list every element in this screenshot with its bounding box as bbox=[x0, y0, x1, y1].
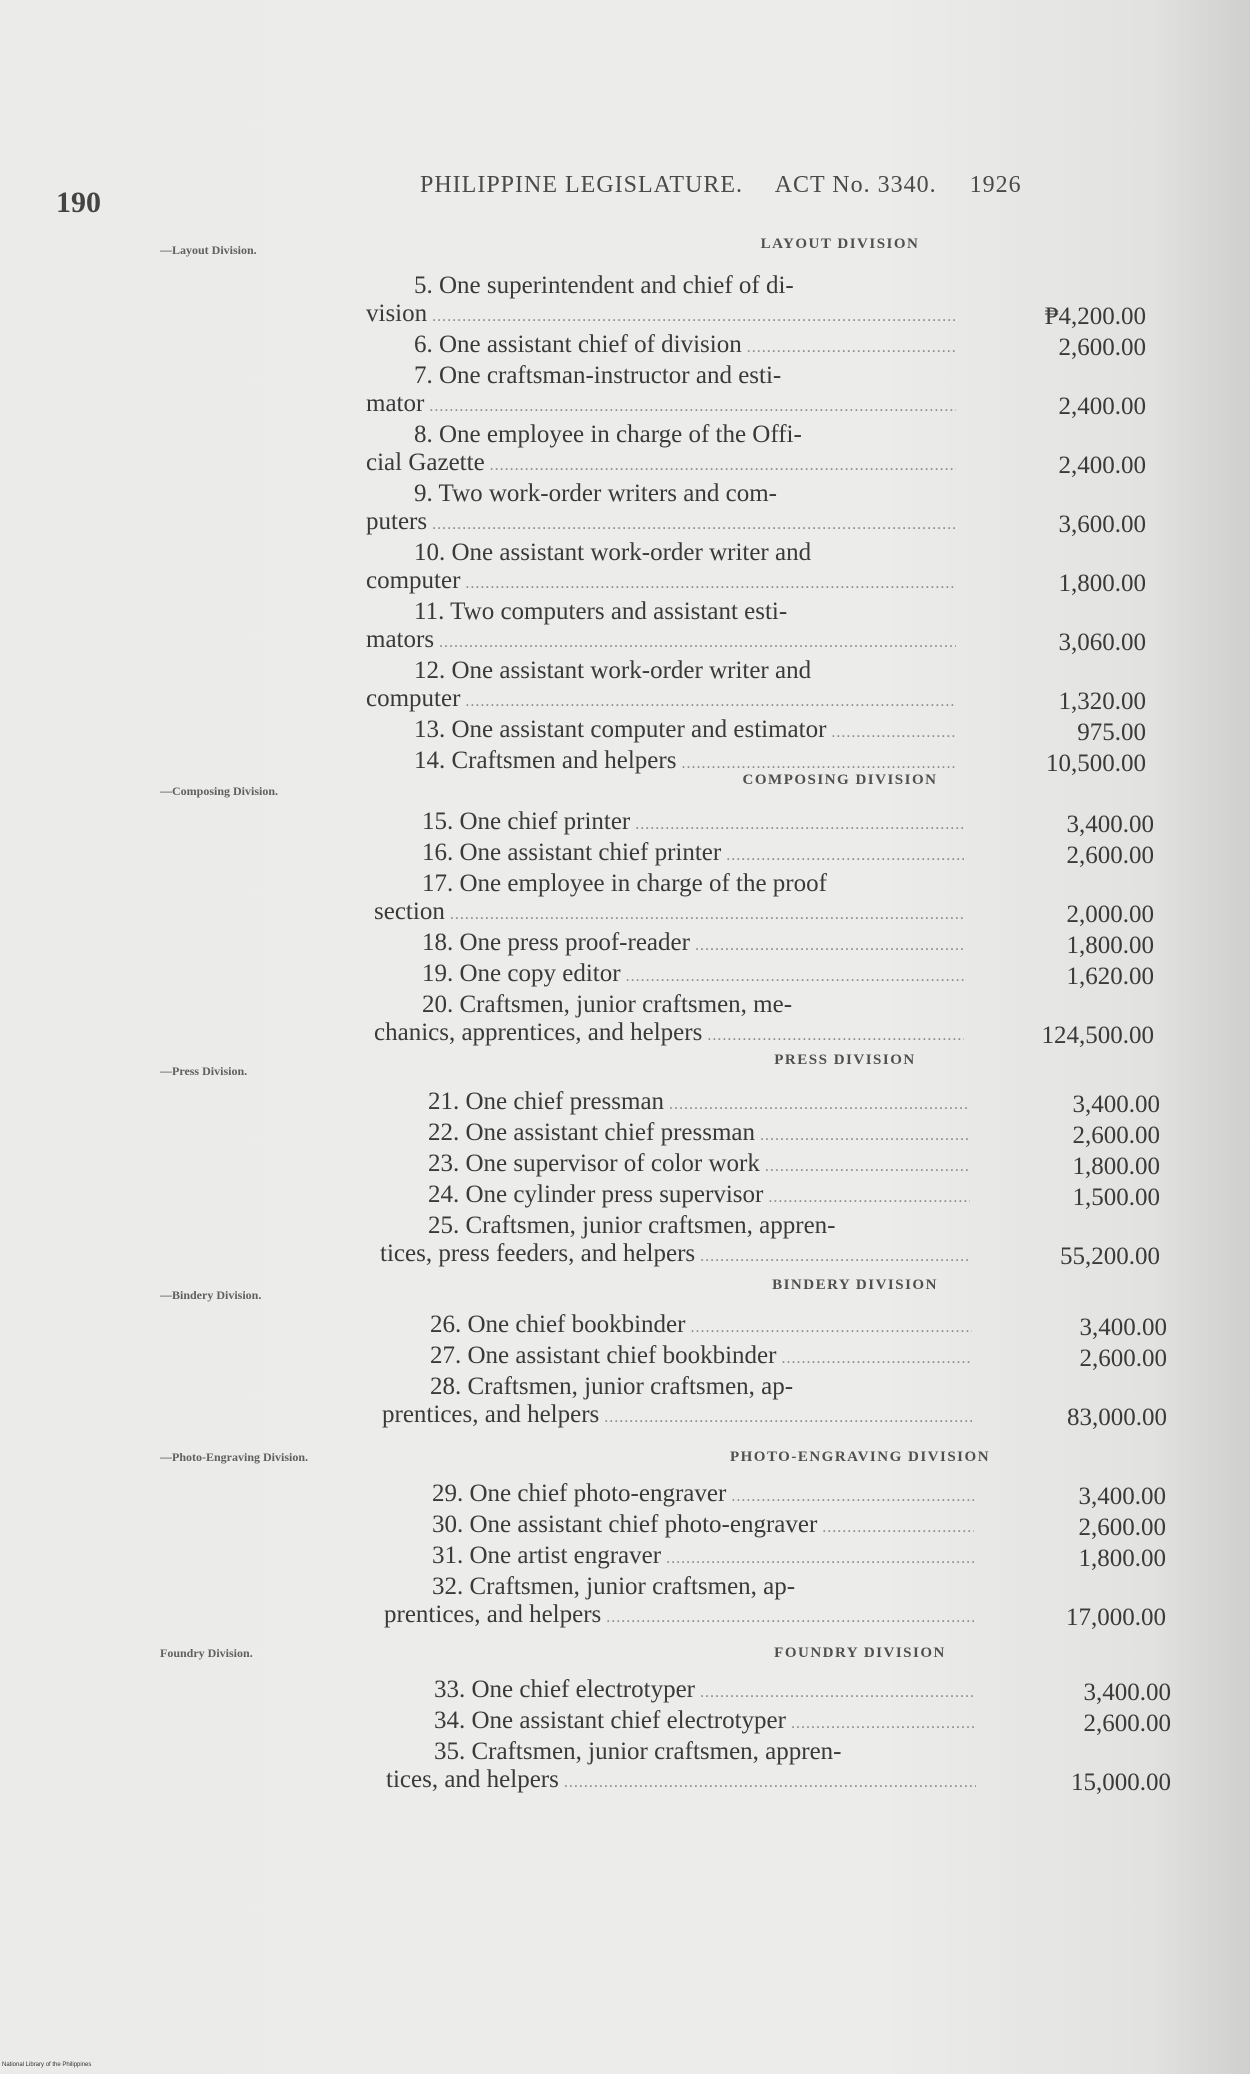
line-item-text: chanics, apprentices, and helpers ..... bbox=[374, 1019, 964, 1050]
line-item-amount: 1,800.00 bbox=[1072, 1153, 1160, 1180]
line-item bbox=[380, 1181, 1160, 1212]
line-item bbox=[380, 1088, 1160, 1119]
line-item-amount: 2,600.00 bbox=[1058, 334, 1146, 361]
line-item-text: cial Gazette ..... bbox=[366, 449, 956, 480]
line-item-text: computer ..... bbox=[366, 567, 956, 598]
line-item-amount: 3,400.00 bbox=[1083, 1679, 1171, 1706]
line-item-amount: 3,600.00 bbox=[1058, 511, 1146, 538]
division-items bbox=[386, 1676, 1171, 1797]
line-item-text: 19. One copy editor ..... bbox=[374, 960, 964, 991]
line-item-amount: 15,000.00 bbox=[1071, 1769, 1171, 1796]
line-item-amount: 55,200.00 bbox=[1060, 1243, 1160, 1270]
line-item-amount: 2,600.00 bbox=[1078, 1514, 1166, 1541]
line-item bbox=[374, 808, 1154, 839]
division-title: COMPOSING DIVISION bbox=[742, 772, 938, 788]
line-item-amount: ₱4,200.00 bbox=[1044, 303, 1146, 330]
line-item bbox=[382, 1342, 1167, 1373]
division-title: PHOTO-ENGRAVING DIVISION bbox=[729, 1449, 991, 1465]
line-item bbox=[382, 1373, 1167, 1432]
line-item bbox=[374, 839, 1154, 870]
line-item bbox=[386, 1707, 1171, 1738]
line-item-text: computer ..... bbox=[366, 685, 956, 716]
line-item bbox=[366, 331, 1146, 362]
line-item-text: 25. Craftsmen, junior craftsmen, appren- bbox=[428, 1212, 836, 1239]
line-item-amount: 975.00 bbox=[1077, 719, 1146, 746]
margin-note: —Composing Division. bbox=[160, 784, 279, 798]
line-item-text: 18. One press proof-reader ..... bbox=[374, 929, 964, 960]
line-item-text: 14. Craftsmen and helpers ..... bbox=[366, 747, 956, 778]
line-item-amount: 1,800.00 bbox=[1078, 1545, 1166, 1572]
line-item bbox=[384, 1480, 1166, 1511]
line-item bbox=[384, 1511, 1166, 1542]
line-item-text: 27. One assistant chief bookbinder ..... bbox=[382, 1342, 972, 1373]
line-item-amount: 17,000.00 bbox=[1066, 1604, 1166, 1631]
margin-note: —Photo-Engraving Division. bbox=[160, 1450, 309, 1464]
line-item-amount: 2,600.00 bbox=[1066, 842, 1154, 869]
running-head-year: 1926 bbox=[969, 172, 1022, 198]
line-item-text: 24. One cylinder press supervisor ..... bbox=[380, 1181, 970, 1212]
line-item-amount: 3,060.00 bbox=[1058, 629, 1146, 656]
line-item-amount: 2,400.00 bbox=[1058, 452, 1146, 479]
running-head-legislature: PHILIPPINE LEGISLATURE. bbox=[420, 172, 743, 198]
line-item-text: mators ..... bbox=[366, 626, 956, 657]
division-title: LAYOUT DIVISION bbox=[760, 236, 920, 252]
division-items bbox=[366, 272, 1146, 778]
scan-footer: National Library of the Philippines bbox=[2, 2062, 92, 2068]
line-item-text: 35. Craftsmen, junior craftsmen, appren- bbox=[434, 1738, 842, 1765]
line-item bbox=[366, 539, 1146, 598]
line-item-amount: 1,620.00 bbox=[1066, 963, 1154, 990]
division-title: BINDERY DIVISION bbox=[772, 1277, 938, 1293]
line-item bbox=[380, 1119, 1160, 1150]
line-item-text: 32. Craftsmen, junior craftsmen, ap- bbox=[432, 1573, 796, 1600]
line-item-text: 16. One assistant chief printer ..... bbox=[374, 839, 964, 870]
margin-note: —Bindery Division. bbox=[160, 1288, 262, 1302]
line-item-amount: 1,800.00 bbox=[1066, 932, 1154, 959]
line-item-text: 11. Two computers and assistant esti- bbox=[414, 598, 788, 625]
line-item-text: 20. Craftsmen, junior craftsmen, me- bbox=[422, 991, 793, 1018]
line-item bbox=[384, 1542, 1166, 1573]
page-number: 190 bbox=[56, 186, 101, 219]
line-item bbox=[366, 362, 1146, 421]
line-item-amount: 1,320.00 bbox=[1058, 688, 1146, 715]
line-item bbox=[374, 929, 1154, 960]
line-item-text: 15. One chief printer ..... bbox=[374, 808, 964, 839]
line-item-text: mator ..... bbox=[366, 390, 956, 421]
line-item bbox=[366, 480, 1146, 539]
line-item-text: 8. One employee in charge of the Offi- bbox=[414, 421, 802, 448]
line-item bbox=[366, 716, 1146, 747]
line-item-text: 28. Craftsmen, junior craftsmen, ap- bbox=[430, 1373, 794, 1400]
line-item bbox=[386, 1738, 1171, 1797]
line-item-text: 6. One assistant chief of division ..... bbox=[366, 331, 956, 362]
line-item-text: 7. One craftsman-instructor and esti- bbox=[414, 362, 782, 389]
line-item-text: 29. One chief photo-engraver ..... bbox=[384, 1480, 974, 1511]
line-item-text: 9. Two work-order writers and com- bbox=[414, 480, 777, 507]
line-item-text: 17. One employee in charge of the proof bbox=[422, 870, 827, 897]
running-head-act: ACT No. 3340. bbox=[774, 172, 937, 198]
line-item-amount: 2,000.00 bbox=[1066, 901, 1154, 928]
division-items bbox=[374, 808, 1154, 1050]
line-item-amount: 2,600.00 bbox=[1079, 1345, 1167, 1372]
line-item-text: 26. One chief bookbinder ..... bbox=[382, 1311, 972, 1342]
line-item-text: 5. One superintendent and chief of di- bbox=[414, 272, 794, 299]
line-item-amount: 3,400.00 bbox=[1078, 1483, 1166, 1510]
line-item-amount: 10,500.00 bbox=[1046, 750, 1146, 777]
line-item-text: prentices, and helpers ..... bbox=[382, 1401, 972, 1432]
line-item bbox=[374, 870, 1154, 929]
line-item bbox=[374, 991, 1154, 1050]
line-item bbox=[366, 421, 1146, 480]
division-items bbox=[380, 1088, 1160, 1271]
line-item-text: vision ..... bbox=[366, 300, 956, 331]
line-item-text: 10. One assistant work-order writer and bbox=[414, 539, 812, 566]
line-item-amount: 1,800.00 bbox=[1058, 570, 1146, 597]
division-items bbox=[384, 1480, 1166, 1632]
line-item bbox=[382, 1311, 1167, 1342]
line-item-text: 13. One assistant computer and estimator ..... bbox=[366, 716, 956, 747]
line-item bbox=[374, 960, 1154, 991]
line-item-amount: 3,400.00 bbox=[1072, 1091, 1160, 1118]
line-item-amount: 3,400.00 bbox=[1079, 1314, 1167, 1341]
line-item-text: 34. One assistant chief electrotyper ..... bbox=[386, 1707, 976, 1738]
running-head bbox=[420, 172, 1048, 199]
line-item-text: 22. One assistant chief pressman ..... bbox=[380, 1119, 970, 1150]
line-item-amount: 83,000.00 bbox=[1067, 1404, 1167, 1431]
line-item-text: prentices, and helpers ..... bbox=[384, 1601, 974, 1632]
line-item bbox=[386, 1676, 1171, 1707]
line-item-text: puters ..... bbox=[366, 508, 956, 539]
line-item-text: 21. One chief pressman ..... bbox=[380, 1088, 970, 1119]
line-item-amount: 2,600.00 bbox=[1072, 1122, 1160, 1149]
line-item-amount: 3,400.00 bbox=[1066, 811, 1154, 838]
line-item-text: 23. One supervisor of color work ..... bbox=[380, 1150, 970, 1181]
line-item-text: 30. One assistant chief photo-engraver ..... bbox=[384, 1511, 974, 1542]
division-items bbox=[382, 1311, 1167, 1432]
line-item bbox=[380, 1212, 1160, 1271]
line-item-amount: 2,600.00 bbox=[1083, 1710, 1171, 1737]
margin-note: —Layout Division. bbox=[160, 243, 257, 257]
margin-note: Foundry Division. bbox=[160, 1646, 253, 1660]
line-item-amount: 1,500.00 bbox=[1072, 1184, 1160, 1211]
line-item bbox=[384, 1573, 1166, 1632]
line-item-text: tices, and helpers ..... bbox=[386, 1766, 976, 1797]
line-item-text: 31. One artist engraver ..... bbox=[384, 1542, 974, 1573]
line-item bbox=[366, 657, 1146, 716]
line-item-text: tices, press feeders, and helpers ..... bbox=[380, 1240, 970, 1271]
division-title: PRESS DIVISION bbox=[774, 1052, 916, 1068]
line-item bbox=[366, 272, 1146, 331]
line-item bbox=[380, 1150, 1160, 1181]
line-item-amount: 124,500.00 bbox=[1041, 1022, 1154, 1049]
division-title: FOUNDRY DIVISION bbox=[774, 1645, 946, 1661]
line-item bbox=[366, 598, 1146, 657]
margin-note: —Press Division. bbox=[160, 1064, 248, 1078]
line-item-text: 33. One chief electrotyper ..... bbox=[386, 1676, 976, 1707]
line-item-text: 12. One assistant work-order writer and bbox=[414, 657, 812, 684]
line-item-amount: 2,400.00 bbox=[1058, 393, 1146, 420]
line-item-text: section ..... bbox=[374, 898, 964, 929]
